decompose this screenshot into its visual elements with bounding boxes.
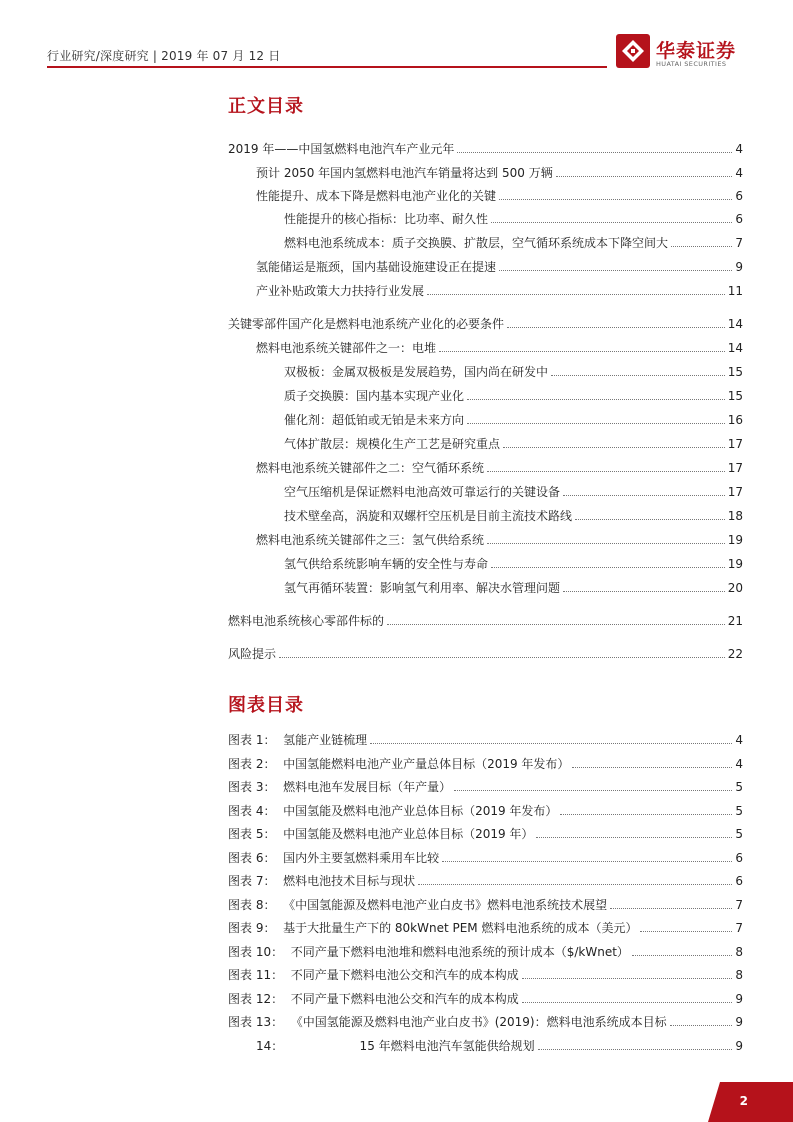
dot-leader xyxy=(572,767,732,768)
figure-entry[interactable] xyxy=(228,919,743,935)
dot-leader xyxy=(487,471,725,472)
dot-leader xyxy=(457,152,732,153)
figure-entry-label: 图表 7： 燃料电池技术目标与现状 xyxy=(228,874,416,888)
toc-entry-label: 氢气供给系统影响车辆的安全性与寿命 xyxy=(284,557,489,571)
toc-entry-page: 6 xyxy=(735,212,743,226)
toc-entry-page: 14 xyxy=(727,317,743,331)
toc-entry-page: 7 xyxy=(735,236,743,250)
figure-entry[interactable] xyxy=(228,943,743,959)
dot-leader xyxy=(632,955,732,956)
toc-entry[interactable] xyxy=(284,210,743,226)
header-rule xyxy=(47,66,607,68)
figures-title: 图表目录 xyxy=(228,695,304,716)
figure-entry-label: 图表 9： 基于大批量生产下的 80kWnet PEM 燃料电池系统的成本（美元） xyxy=(228,921,638,935)
figure-entry-label: 图表 5： 中国氢能及燃料电池产业总体目标（2019 年） xyxy=(228,827,534,841)
dot-leader xyxy=(499,270,732,271)
toc-entry-label: 质子交换膜：国内基本实现产业化 xyxy=(284,389,465,403)
toc-entry[interactable] xyxy=(228,315,743,331)
toc-entry-page: 14 xyxy=(727,341,743,355)
toc-entry-page: 19 xyxy=(727,557,743,571)
toc-entry[interactable] xyxy=(284,387,743,403)
toc-entry[interactable] xyxy=(228,645,743,661)
logo-english-name: HUATAI SECURITIES xyxy=(656,60,727,68)
toc-entry-page: 18 xyxy=(727,509,743,523)
huatai-logo-icon xyxy=(616,34,650,68)
figure-entry-page: 9 xyxy=(735,1015,743,1029)
dot-leader xyxy=(279,657,725,658)
toc-entry-label: 预计 2050 年国内氢燃料电池汽车销量将达到 500 万辆 xyxy=(256,166,553,180)
figure-entry[interactable] xyxy=(228,990,743,1006)
dot-leader xyxy=(560,814,732,815)
figure-entry-label: 图表 6： 国内外主要氢燃料乘用车比较 xyxy=(228,850,440,865)
toc-entry-label: 气体扩散层：规模化生产工艺是研究重点 xyxy=(284,437,501,451)
toc-entry-label: 2019 年——中国氢燃料电池汽车产业元年 xyxy=(228,142,455,156)
toc-entry-label: 风险提示 xyxy=(228,647,277,661)
toc-entry-label: 性能提升的核心指标：比功率、耐久性 xyxy=(284,212,489,226)
figure-entry-label: 图表 4： 中国氢能及燃料电池产业总体目标（2019 年发布） xyxy=(228,803,558,818)
toc-entry[interactable] xyxy=(284,579,743,595)
figure-entry-label: 图表 3： 燃料电池车发展目标（年产量） xyxy=(228,780,452,794)
figure-entry-page: 5 xyxy=(735,780,743,794)
dot-leader xyxy=(563,495,725,496)
figure-entry[interactable] xyxy=(228,896,743,912)
dot-leader xyxy=(454,790,732,791)
figure-entry[interactable] xyxy=(256,1037,743,1053)
figure-entry[interactable] xyxy=(228,849,743,865)
toc-entry-page: 6 xyxy=(735,189,743,203)
page-number: 2 xyxy=(739,1094,748,1108)
toc-entry-label: 产业补贴政策大力扶持行业发展 xyxy=(256,284,425,298)
toc-entry-page: 21 xyxy=(727,614,743,628)
figure-entry[interactable] xyxy=(228,755,743,771)
dot-leader xyxy=(563,591,725,592)
dot-leader xyxy=(575,519,725,520)
dot-leader xyxy=(370,743,732,744)
toc-entry-page: 15 xyxy=(727,389,743,403)
dot-leader xyxy=(670,1025,733,1026)
page-corner-shape xyxy=(708,1082,793,1122)
toc-entry[interactable] xyxy=(256,164,743,180)
figure-entry-page: 5 xyxy=(735,803,743,818)
toc-entry-label: 空气压缩机是保证燃料电池高效可靠运行的关键设备 xyxy=(284,485,561,499)
figure-entry-page: 9 xyxy=(735,991,743,1006)
figure-entry-page: 7 xyxy=(735,921,743,935)
dot-leader xyxy=(491,222,732,223)
figure-entry-label: 图表 11： 不同产量下燃料电池公交和汽车的成本构成 xyxy=(228,968,519,982)
figure-entry-label: 图表 8： 《中国氢能源及燃料电池产业白皮书》燃料电池系统技术展望 xyxy=(228,897,608,912)
dot-leader xyxy=(503,447,725,448)
toc-entry-label: 关键零部件国产化是燃料电池系统产业化的必要条件 xyxy=(228,317,505,331)
figure-entry-page: 7 xyxy=(735,897,743,912)
toc-entry[interactable] xyxy=(228,140,743,156)
dot-leader xyxy=(556,176,733,177)
figure-entry[interactable] xyxy=(228,825,743,841)
figure-entry-page: 8 xyxy=(735,944,743,959)
dot-leader xyxy=(536,837,732,838)
toc-entry-label: 氢能储运是瓶颈，国内基础设施建设正在提速 xyxy=(256,260,497,274)
figure-entry-label: 14： 15 年燃料电池汽车氢能供给规划 xyxy=(256,1038,535,1053)
toc-entry-page: 20 xyxy=(727,581,743,595)
toc-entry-page: 4 xyxy=(735,166,743,180)
figure-entry[interactable] xyxy=(228,966,743,982)
dot-leader xyxy=(439,351,725,352)
dot-leader xyxy=(418,884,732,885)
figure-entry-label: 图表 1： 氢能产业链梳理 xyxy=(228,733,368,747)
dot-leader xyxy=(491,567,725,568)
toc-entry-label: 氢气再循环装置：影响氢气利用率、解决水管理问题 xyxy=(284,581,561,595)
header-breadcrumb: 行业研究/深度研究 | 2019 年 07 月 12 日 xyxy=(47,49,281,63)
toc-entry[interactable] xyxy=(284,363,743,379)
dot-leader xyxy=(640,931,732,932)
toc-entry-page: 16 xyxy=(727,413,743,427)
toc-entry[interactable] xyxy=(256,258,743,274)
toc-entry-label: 双极板：金属双极板是发展趋势，国内尚在研发中 xyxy=(284,365,549,379)
toc-entry-page: 11 xyxy=(727,284,743,298)
dot-leader xyxy=(487,543,725,544)
dot-leader xyxy=(551,375,725,376)
dot-leader xyxy=(671,246,732,247)
toc-entry-label: 性能提升、成本下降是燃料电池产业化的关键 xyxy=(256,189,497,203)
toc-entry-page: 17 xyxy=(727,485,743,499)
toc-entry[interactable] xyxy=(256,282,743,298)
toc-entry[interactable] xyxy=(256,531,743,547)
figure-entry[interactable] xyxy=(228,1013,743,1029)
dot-leader xyxy=(467,399,725,400)
figure-entry-page: 5 xyxy=(735,827,743,841)
toc-entry-label: 技术壁垒高，涡旋和双螺杆空压机是目前主流技术路线 xyxy=(284,509,573,523)
toc-entry[interactable] xyxy=(284,234,743,250)
toc-entry-page: 9 xyxy=(735,260,743,274)
figure-entry-page: 4 xyxy=(735,756,743,771)
figure-entry-label: 图表 12： 不同产量下燃料电池公交和汽车的成本构成 xyxy=(228,991,519,1006)
toc-entry[interactable] xyxy=(284,555,743,571)
toc-entry[interactable] xyxy=(284,483,743,499)
toc-entry-page: 17 xyxy=(727,437,743,451)
figure-entry[interactable] xyxy=(228,872,743,888)
figure-entry-label: 图表 10： 不同产量下燃料电池堆和燃料电池系统的预计成本（$/kWnet） xyxy=(228,944,629,959)
dot-leader xyxy=(507,327,725,328)
figure-entry-label: 图表 13： 《中国氢能源及燃料电池产业白皮书》(2019)：燃料电池系统成本目标 xyxy=(228,1015,667,1029)
toc-entry-page: 22 xyxy=(727,647,743,661)
dot-leader xyxy=(522,1002,733,1003)
toc-entry-label: 燃料电池系统关键部件之三：氢气供给系统 xyxy=(256,533,485,547)
figure-entry[interactable] xyxy=(228,731,743,747)
toc-entry-page: 4 xyxy=(735,142,743,156)
dot-leader xyxy=(610,908,732,909)
toc-entry-label: 燃料电池系统核心零部件标的 xyxy=(228,614,385,628)
toc-entry[interactable] xyxy=(284,435,743,451)
page-number-badge xyxy=(708,1082,793,1122)
dot-leader xyxy=(538,1049,733,1050)
toc-entry-label: 燃料电池系统关键部件之二：空气循环系统 xyxy=(256,461,485,475)
toc-entry-label: 燃料电池系统成本：质子交换膜、扩散层，空气循环系统成本下降空间大 xyxy=(284,236,669,250)
figure-entry[interactable] xyxy=(228,802,743,818)
logo-chinese-name: 华泰证券 xyxy=(656,40,737,62)
figure-entry[interactable] xyxy=(228,778,743,794)
toc-entry[interactable] xyxy=(256,187,743,203)
brand-logo xyxy=(616,34,756,74)
toc-entry-label: 燃料电池系统关键部件之一：电堆 xyxy=(256,341,437,355)
figure-entry-page: 9 xyxy=(735,1038,743,1053)
toc-entry[interactable] xyxy=(256,459,743,475)
figure-entry-page: 6 xyxy=(735,850,743,865)
toc-entry[interactable] xyxy=(228,612,743,628)
dot-leader xyxy=(499,199,732,200)
figure-entry-label: 图表 2： 中国氢能燃料电池产业产量总体目标（2019 年发布） xyxy=(228,756,570,771)
figure-entry-page: 6 xyxy=(735,874,743,888)
dot-leader xyxy=(522,978,733,979)
figure-entry-page: 4 xyxy=(735,733,743,747)
toc-entry-label: 催化剂：超低铂或无铂是未来方向 xyxy=(284,413,465,427)
dot-leader xyxy=(442,861,732,862)
dot-leader xyxy=(427,294,725,295)
toc-entry-page: 17 xyxy=(727,461,743,475)
dot-leader xyxy=(387,624,725,625)
toc-title: 正文目录 xyxy=(228,96,304,117)
dot-leader xyxy=(467,423,725,424)
toc-entry-page: 15 xyxy=(727,365,743,379)
toc-entry[interactable] xyxy=(284,507,743,523)
toc-entry[interactable] xyxy=(284,411,743,427)
toc-entry[interactable] xyxy=(256,339,743,355)
toc-entry-page: 19 xyxy=(727,533,743,547)
figure-entry-page: 8 xyxy=(735,968,743,982)
